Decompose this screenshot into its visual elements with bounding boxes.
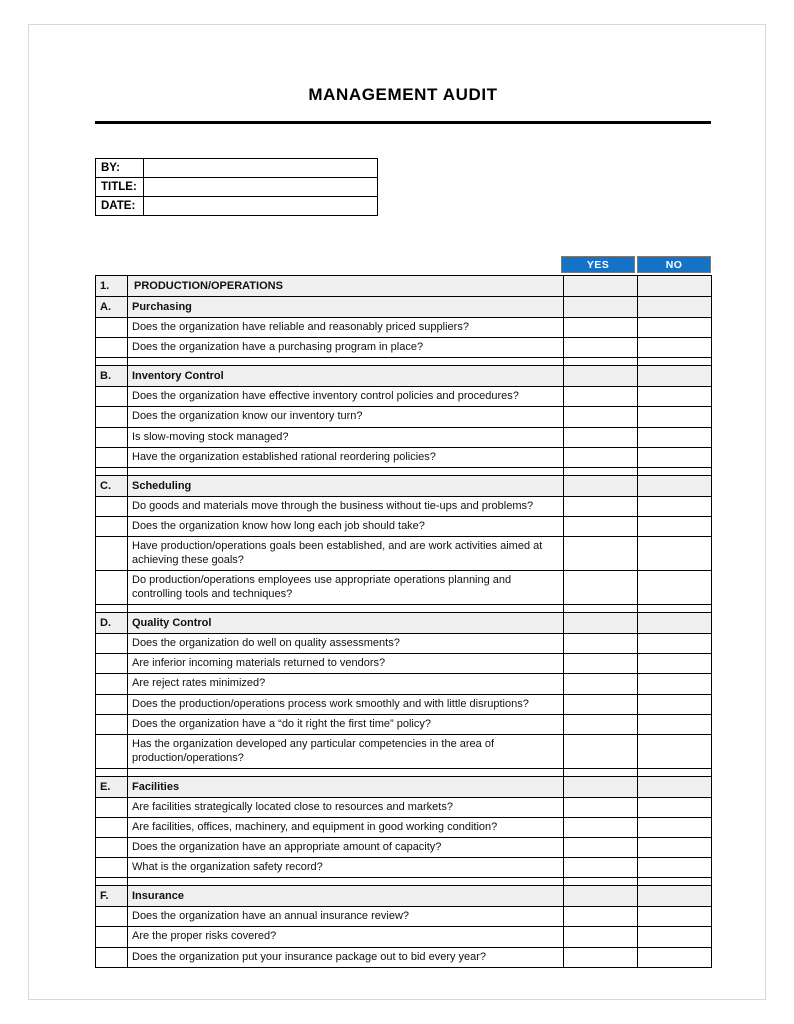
question-text: Does the production/operations process work smoothly and with little disruptions? <box>128 694 564 714</box>
meta-value-by[interactable] <box>143 159 377 178</box>
document-sheet <box>28 24 766 1000</box>
question-row <box>96 694 712 714</box>
group-letter: A. <box>96 297 128 318</box>
group-letter: D. <box>96 613 128 634</box>
spacer-text <box>128 878 564 886</box>
question-row <box>96 927 712 947</box>
question-text: Have the organization established rational reordering policies? <box>128 447 564 467</box>
question-letter-cell <box>96 654 128 674</box>
group-header-insurance <box>96 886 712 907</box>
question-text: Do production/operations employees use appropriate operations planning and controlling tools and techniques? <box>128 571 564 605</box>
group-header-purchasing <box>96 297 712 318</box>
question-text: Does the organization have a purchasing program in place? <box>128 338 564 358</box>
answer-yes-checkbox[interactable] <box>564 427 638 447</box>
spacer-yes <box>564 768 638 776</box>
answer-no-checkbox[interactable] <box>638 387 712 407</box>
question-letter-cell <box>96 714 128 734</box>
answer-no-checkbox[interactable] <box>638 838 712 858</box>
meta-table <box>95 158 378 216</box>
question-text: Are the proper risks covered? <box>128 927 564 947</box>
group-spacer <box>96 467 712 475</box>
answer-no-checkbox[interactable] <box>638 447 712 467</box>
question-text: Do goods and materials move through the business without tie-ups and problems? <box>128 496 564 516</box>
question-row <box>96 536 712 570</box>
question-text: Does the organization have effective inventory control policies and procedures? <box>128 387 564 407</box>
question-letter-cell <box>96 516 128 536</box>
question-letter-cell <box>96 634 128 654</box>
meta-value-title[interactable] <box>143 178 377 197</box>
answer-yes-checkbox[interactable] <box>564 858 638 878</box>
answer-yes-checkbox[interactable] <box>564 838 638 858</box>
group-spacer <box>96 878 712 886</box>
group-no-cell <box>638 297 712 318</box>
group-letter: B. <box>96 366 128 387</box>
group-header-scheduling <box>96 475 712 496</box>
answer-yes-checkbox[interactable] <box>564 907 638 927</box>
question-text: Does the organization have an appropriate amount of capacity? <box>128 838 564 858</box>
question-row <box>96 654 712 674</box>
question-row <box>96 447 712 467</box>
answer-no-checkbox[interactable] <box>638 714 712 734</box>
column-header-no: NO <box>637 256 711 273</box>
answer-yes-checkbox[interactable] <box>564 318 638 338</box>
section-header-row <box>96 276 712 297</box>
group-letter: F. <box>96 886 128 907</box>
answer-no-checkbox[interactable] <box>638 858 712 878</box>
column-header-yes: YES <box>561 256 635 273</box>
group-name: Facilities <box>128 776 564 797</box>
answer-yes-checkbox[interactable] <box>564 674 638 694</box>
question-text: What is the organization safety record? <box>128 858 564 878</box>
answer-no-checkbox[interactable] <box>638 571 712 605</box>
spacer-yes <box>564 605 638 613</box>
question-text: Does the organization have a “do it right the first time” policy? <box>128 714 564 734</box>
answer-yes-checkbox[interactable] <box>564 654 638 674</box>
question-text: Are inferior incoming materials returned to vendors? <box>128 654 564 674</box>
answer-no-checkbox[interactable] <box>638 927 712 947</box>
question-row <box>96 318 712 338</box>
audit-table <box>95 275 712 968</box>
group-name: Purchasing <box>128 297 564 318</box>
question-letter-cell <box>96 407 128 427</box>
group-header-inventory-control <box>96 366 712 387</box>
group-yes-cell <box>564 366 638 387</box>
spacer-yes <box>564 467 638 475</box>
group-letter: C. <box>96 475 128 496</box>
question-text: Are facilities strategically located close to resources and markets? <box>128 797 564 817</box>
question-letter-cell <box>96 536 128 570</box>
question-row <box>96 858 712 878</box>
section-title: PRODUCTION/OPERATIONS <box>128 276 564 297</box>
group-no-cell <box>638 475 712 496</box>
group-header-quality-control <box>96 613 712 634</box>
question-letter-cell <box>96 947 128 967</box>
answer-no-checkbox[interactable] <box>638 694 712 714</box>
answer-yes-checkbox[interactable] <box>564 516 638 536</box>
group-header-facilities <box>96 776 712 797</box>
answer-no-checkbox[interactable] <box>638 407 712 427</box>
answer-yes-checkbox[interactable] <box>564 634 638 654</box>
group-no-cell <box>638 366 712 387</box>
answer-no-checkbox[interactable] <box>638 516 712 536</box>
question-text: Does the organization have reliable and reasonably priced suppliers? <box>128 318 564 338</box>
group-no-cell <box>638 776 712 797</box>
spacer-no <box>638 768 712 776</box>
answer-no-checkbox[interactable] <box>638 427 712 447</box>
answer-no-checkbox[interactable] <box>638 496 712 516</box>
group-no-cell <box>638 613 712 634</box>
answer-yes-checkbox[interactable] <box>564 797 638 817</box>
answer-no-checkbox[interactable] <box>638 318 712 338</box>
answer-yes-checkbox[interactable] <box>564 734 638 768</box>
question-row <box>96 714 712 734</box>
spacer-no <box>638 467 712 475</box>
spacer-left <box>96 768 128 776</box>
question-row <box>96 571 712 605</box>
spacer-left <box>96 358 128 366</box>
question-text: Does the organization have an annual insurance review? <box>128 907 564 927</box>
group-yes-cell <box>564 886 638 907</box>
answer-no-checkbox[interactable] <box>638 674 712 694</box>
question-row <box>96 516 712 536</box>
question-text: Are reject rates minimized? <box>128 674 564 694</box>
answer-yes-checkbox[interactable] <box>564 338 638 358</box>
question-letter-cell <box>96 447 128 467</box>
question-row <box>96 818 712 838</box>
question-letter-cell <box>96 734 128 768</box>
answer-yes-checkbox[interactable] <box>564 927 638 947</box>
answer-yes-checkbox[interactable] <box>564 496 638 516</box>
question-letter-cell <box>96 496 128 516</box>
meta-label-by: BY: <box>96 159 144 178</box>
group-yes-cell <box>564 613 638 634</box>
group-letter: E. <box>96 776 128 797</box>
spacer-text <box>128 768 564 776</box>
answer-yes-checkbox[interactable] <box>564 947 638 967</box>
question-text: Does the organization do well on quality assessments? <box>128 634 564 654</box>
question-letter-cell <box>96 694 128 714</box>
question-letter-cell <box>96 674 128 694</box>
page-title: MANAGEMENT AUDIT <box>308 85 498 104</box>
answer-yes-checkbox[interactable] <box>564 714 638 734</box>
meta-value-date[interactable] <box>143 197 377 216</box>
question-letter-cell <box>96 927 128 947</box>
group-yes-cell <box>564 475 638 496</box>
spacer-left <box>96 467 128 475</box>
question-row <box>96 907 712 927</box>
answer-no-checkbox[interactable] <box>638 536 712 570</box>
question-row <box>96 674 712 694</box>
question-row <box>96 496 712 516</box>
question-text: Are facilities, offices, machinery, and equipment in good working condition? <box>128 818 564 838</box>
section-number: 1. <box>96 276 128 297</box>
question-row <box>96 427 712 447</box>
group-spacer <box>96 768 712 776</box>
question-text: Does the organization know how long each job should take? <box>128 516 564 536</box>
answer-yes-checkbox[interactable] <box>564 818 638 838</box>
answer-no-checkbox[interactable] <box>638 797 712 817</box>
answer-no-checkbox[interactable] <box>638 947 712 967</box>
answer-yes-checkbox[interactable] <box>564 694 638 714</box>
meta-label-title: TITLE: <box>96 178 144 197</box>
group-spacer <box>96 358 712 366</box>
spacer-no <box>638 878 712 886</box>
group-no-cell <box>638 886 712 907</box>
answer-no-checkbox[interactable] <box>638 734 712 768</box>
section-no-cell <box>638 276 712 297</box>
spacer-text <box>128 467 564 475</box>
meta-label-date: DATE: <box>96 197 144 216</box>
answer-yes-checkbox[interactable] <box>564 407 638 427</box>
question-row <box>96 838 712 858</box>
question-row <box>96 947 712 967</box>
spacer-yes <box>564 878 638 886</box>
answer-column-headers <box>95 256 711 273</box>
answer-yes-checkbox[interactable] <box>564 536 638 570</box>
meta-row-by <box>96 159 378 178</box>
document-content <box>95 85 711 968</box>
group-name: Insurance <box>128 886 564 907</box>
group-name: Inventory Control <box>128 366 564 387</box>
group-name: Quality Control <box>128 613 564 634</box>
answer-yes-checkbox[interactable] <box>564 447 638 467</box>
question-letter-cell <box>96 387 128 407</box>
meta-row-title <box>96 178 378 197</box>
question-text: Does the organization put your insurance package out to bid every year? <box>128 947 564 967</box>
question-letter-cell <box>96 318 128 338</box>
question-letter-cell <box>96 338 128 358</box>
answer-no-checkbox[interactable] <box>638 634 712 654</box>
question-row <box>96 797 712 817</box>
question-text: Is slow-moving stock managed? <box>128 427 564 447</box>
question-letter-cell <box>96 427 128 447</box>
question-letter-cell <box>96 571 128 605</box>
answer-no-checkbox[interactable] <box>638 818 712 838</box>
section-yes-cell <box>564 276 638 297</box>
question-row <box>96 634 712 654</box>
spacer-no <box>638 605 712 613</box>
answer-yes-checkbox[interactable] <box>564 387 638 407</box>
question-row <box>96 387 712 407</box>
spacer-text <box>128 358 564 366</box>
group-spacer <box>96 605 712 613</box>
spacer-left <box>96 605 128 613</box>
question-row <box>96 407 712 427</box>
question-letter-cell <box>96 858 128 878</box>
title-divider <box>95 121 711 124</box>
question-text: Has the organization developed any particular competencies in the area of production/operations? <box>128 734 564 768</box>
group-yes-cell <box>564 776 638 797</box>
answer-yes-checkbox[interactable] <box>564 571 638 605</box>
answer-no-checkbox[interactable] <box>638 338 712 358</box>
spacer-text <box>128 605 564 613</box>
answer-no-checkbox[interactable] <box>638 907 712 927</box>
question-text: Does the organization know our inventory turn? <box>128 407 564 427</box>
meta-row-date <box>96 197 378 216</box>
spacer-no <box>638 358 712 366</box>
question-letter-cell <box>96 818 128 838</box>
question-row <box>96 734 712 768</box>
group-name: Scheduling <box>128 475 564 496</box>
spacer-yes <box>564 358 638 366</box>
answer-no-checkbox[interactable] <box>638 654 712 674</box>
question-text: Have production/operations goals been established, and are work activities aimed at achieving these goals? <box>128 536 564 570</box>
question-letter-cell <box>96 838 128 858</box>
question-letter-cell <box>96 797 128 817</box>
question-letter-cell <box>96 907 128 927</box>
spacer-left <box>96 878 128 886</box>
group-yes-cell <box>564 297 638 318</box>
question-row <box>96 338 712 358</box>
